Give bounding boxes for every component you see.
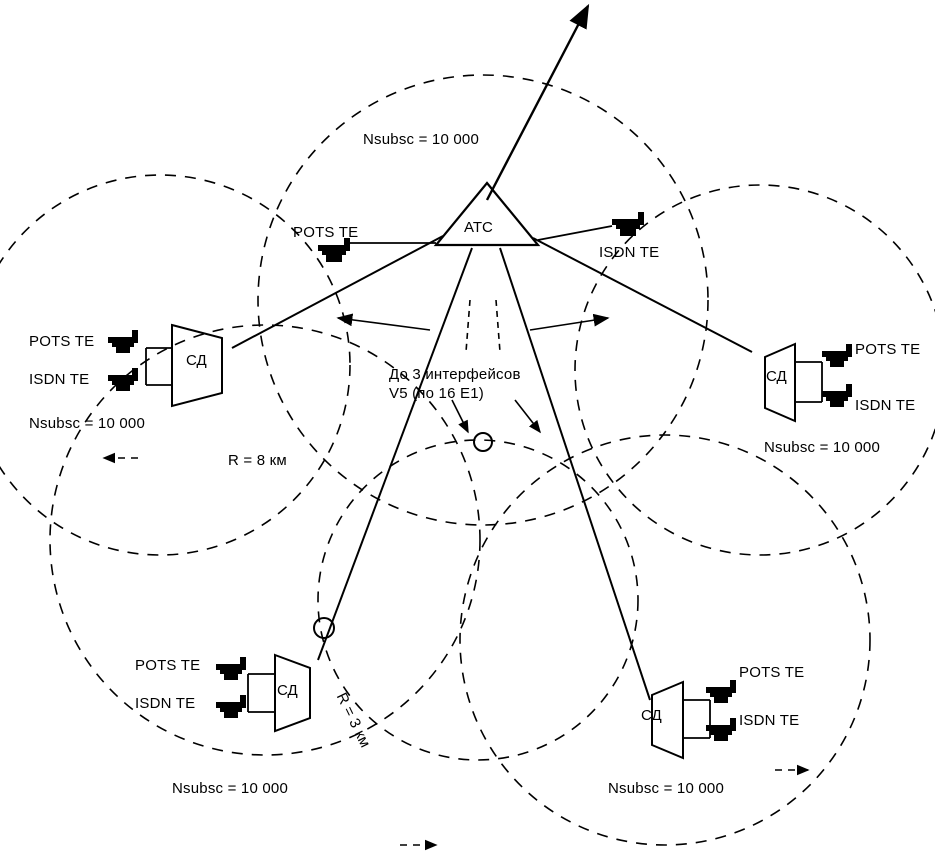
pots-te-label-bottom-right: POTS TE [739, 664, 805, 681]
callout-arrow-down-left [452, 400, 468, 432]
coverage-circle-top [258, 75, 708, 525]
v5-links [232, 236, 752, 700]
isdn-te-label-bottom-right: ISDN TE [739, 712, 800, 729]
callout-leader-up-right [496, 300, 500, 352]
nsubsc-label-bottom-left: Nsubsc = 10 000 [172, 780, 288, 797]
mux-label-bottom-left: СД [277, 682, 298, 699]
pots-te-label-bottom-left: POTS TE [135, 657, 201, 674]
pots-te-label-right: POTS TE [855, 341, 921, 358]
isdn-te-label-bottom-left: ISDN TE [135, 695, 196, 712]
nsubsc-label-top: Nsubsc = 10 000 [363, 131, 479, 148]
mux-label-right: СД [766, 368, 787, 385]
atc-label: АТС [464, 219, 493, 236]
pots-te-label-left: POTS TE [29, 333, 95, 350]
nsubsc-label-right: Nsubsc = 10 000 [764, 439, 880, 456]
nsubsc-label-bottom-right: Nsubsc = 10 000 [608, 780, 724, 797]
isdn-te-label-left: ISDN TE [29, 371, 90, 388]
callout-leader-up-left [466, 300, 470, 352]
coverage-circle-center [318, 440, 638, 760]
radius-label-8km: R = 8 км [228, 452, 287, 469]
coverage-circle-right [575, 185, 935, 555]
isdn-te-label-atc: ISDN TE [599, 244, 660, 261]
v5-note-line2: V5 (по 16 E1) [389, 385, 484, 402]
v5-link-bottom-left [318, 248, 472, 660]
isdn-te-label-right: ISDN TE [855, 397, 916, 414]
uplink-arrow [487, 6, 588, 200]
mux-label-bottom-right: СД [641, 707, 662, 724]
mux-label-left: СД [186, 352, 207, 369]
pots-te-label-atc: POTS TE [293, 224, 359, 241]
callout-arrow-left [338, 318, 430, 330]
callout-arrow-right [530, 318, 608, 330]
callout-arrow-down-right [515, 400, 540, 432]
coverage-circles [0, 75, 935, 845]
mux-bottom-right-group [652, 680, 736, 758]
v5-link-bottom-right [500, 248, 650, 700]
link-node-center [474, 433, 492, 451]
radius-label-3km: R = 3 км [332, 690, 374, 751]
v5-note-line1: До 3 интерфейсов [389, 366, 521, 383]
nsubsc-label-left: Nsubsc = 10 000 [29, 415, 145, 432]
